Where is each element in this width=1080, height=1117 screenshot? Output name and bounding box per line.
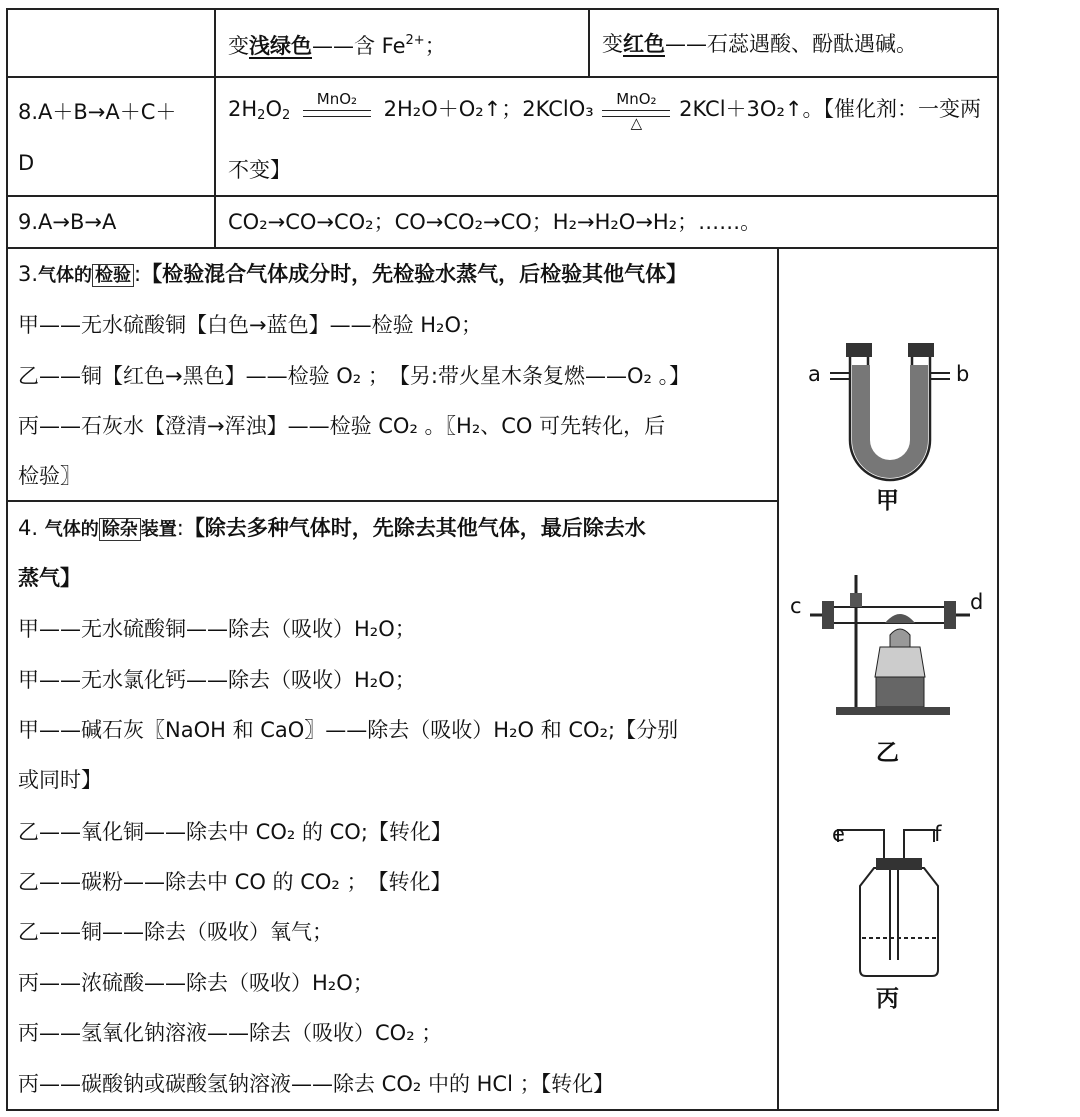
border-bottom bbox=[6, 1109, 999, 1111]
catalyst-condition-2: MnO₂ △ bbox=[602, 98, 670, 122]
row-line-4 bbox=[6, 500, 778, 502]
section4-line-9: 丙——氢氧化钠溶液——除去（吸收）CO₂ ； bbox=[18, 1021, 443, 1045]
section3-line-4: 检验〗 bbox=[18, 464, 81, 488]
catalyst-note-end: 不变】 bbox=[228, 158, 291, 182]
section4-line-8: 丙——浓硫酸——除去（吸收）H₂O； bbox=[18, 971, 374, 995]
heated-tube-figure bbox=[800, 565, 980, 725]
section3-heading: 3.气体的 检验 :【检验混合气体成分时，先检验水蒸气，后检验其他气体】 bbox=[18, 262, 688, 286]
row-line-3 bbox=[6, 247, 999, 249]
row9-label: 9.A→B→A bbox=[18, 210, 117, 234]
section4-line-5: 乙——氧化铜——除去中 CO₂ 的 CO;【转化】 bbox=[18, 820, 452, 844]
section4-line-1: 甲——无水硫酸铜——除去（吸收）H₂O； bbox=[18, 617, 416, 641]
label-a: a bbox=[808, 362, 821, 386]
section4-line-3: 甲——碱石灰〖NaOH 和 CaO〗——除去（吸收）H₂O 和 CO₂;【分别 bbox=[18, 718, 679, 742]
section4-line-2: 甲——无水氯化钙——除去（吸收）H₂O； bbox=[18, 668, 416, 692]
row-line-1 bbox=[6, 76, 999, 78]
section4-line-10: 丙——碳酸钠或碳酸氢钠溶液——除去 CO₂ 中的 HCl ；【转化】 bbox=[18, 1072, 615, 1096]
row8-label-line2: D bbox=[18, 151, 35, 175]
color-change-red: 变红色——石蕊遇酸、酚酞遇碱。 bbox=[602, 32, 917, 56]
section4-line-4: 或同时】 bbox=[18, 768, 102, 792]
figure-yi-caption: 乙 bbox=[876, 740, 899, 766]
label-b: b bbox=[956, 362, 970, 386]
figure-bing-caption: 丙 bbox=[876, 986, 899, 1012]
border-right bbox=[997, 8, 999, 1111]
col-line-3 bbox=[777, 247, 779, 1111]
row-line-2 bbox=[6, 195, 999, 197]
gas-washing-bottle-figure bbox=[800, 820, 980, 980]
color-change-light-green: 变浅绿色——含 $Fe^{2+}$； bbox=[228, 33, 446, 58]
section3-line-3: 丙——石灰水【澄清→浑浊】——检验 CO₂ 。〖H₂、CO 可先转化，后 bbox=[18, 414, 666, 438]
figure-jia-caption: 甲 bbox=[876, 488, 899, 514]
section4-line-7: 乙——铜——除去（吸收）氧气； bbox=[18, 920, 333, 944]
section3-line-1: 甲——无水硫酸铜【白色→蓝色】——检验 H₂O； bbox=[18, 313, 483, 337]
catalyst-equations: $2H_2O_2$ MnO₂ 2H₂O＋O₂↑；2KClO₃ MnO₂ △ 2KCl＋3O₂↑。【催化剂：一变两 bbox=[228, 90, 981, 132]
border-left bbox=[6, 8, 8, 1111]
section4-heading-cont: 蒸气】 bbox=[18, 566, 81, 590]
col-line-1 bbox=[214, 8, 216, 248]
col-line-2 bbox=[588, 8, 590, 78]
section4-line-6: 乙——碳粉——除去中 CO 的 CO₂ ； 【转化】 bbox=[18, 870, 452, 894]
section3-line-2: 乙——铜【红色→黑色】——检验 O₂ ； 【另:带火星木条复燃——O₂ 。】 bbox=[18, 364, 691, 388]
row8-label-line1: 8.A＋B→A＋C＋ bbox=[18, 100, 177, 124]
label-e: e bbox=[832, 822, 845, 846]
u-tube-figure bbox=[800, 335, 980, 505]
label-d: d bbox=[970, 590, 984, 614]
catalyst-condition-1: MnO₂ bbox=[303, 98, 371, 122]
label-f: f bbox=[934, 822, 942, 846]
row9-content: CO₂→CO→CO₂；CO→CO₂→CO；H₂→H₂O→H₂；……。 bbox=[228, 210, 762, 234]
section4-heading: 4. 气体的 除杂 装置:【除去多种气体时，先除去其他气体，最后除去水 bbox=[18, 516, 646, 540]
border-top bbox=[6, 8, 998, 10]
label-c: c bbox=[790, 594, 802, 618]
